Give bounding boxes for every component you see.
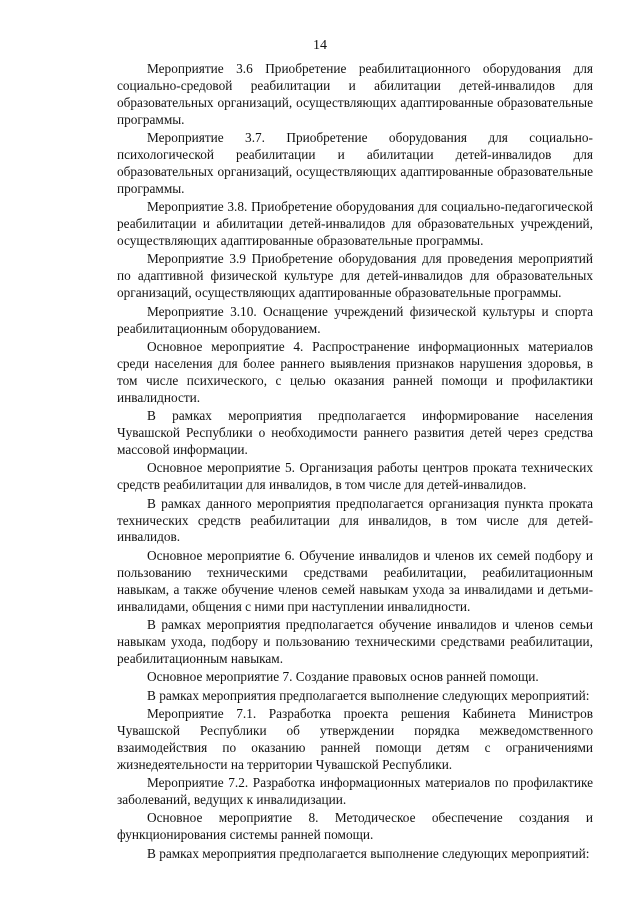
body-text bbox=[117, 61, 593, 863]
paragraph: Основное мероприятие 6. Обучение инвалидов и членов их семей подбору и пользованию техническими средствами реабилитации, реабилитационным навыкам, а также обучение членов семей навыкам ухода за инвалидами и детьми-инвалидами, общения с ними при наступлении инвалидности. bbox=[117, 547, 593, 614]
paragraph: Мероприятие 7.1. Разработка проекта решения Кабинета Министров Чувашской Республики об утверждении порядка межведомственного взаимодействия по оказанию ранней помощи детям с ограничениями жизнедеятельности на территории Чувашской Республики. bbox=[117, 706, 593, 772]
paragraph: В рамках мероприятия предполагается выполнение следующих мероприятий: bbox=[147, 687, 590, 703]
paragraph: Мероприятие 3.10. Оснащение учреждений физической культуры и спорта реабилитационным оборудованием. bbox=[117, 303, 593, 336]
paragraph: Основное мероприятие 5. Организация работы центров проката технических средств реабилитации для инвалидов, в том числе для детей-инвалидов. bbox=[117, 460, 593, 493]
paragraph: В рамках мероприятия предполагается обучение инвалидов и членов семьи навыкам ухода, подбору и пользованию техническими средствами реабилитации, реабилитационным навыкам. bbox=[117, 617, 593, 666]
page-number: 14 bbox=[313, 38, 327, 53]
paragraph: Мероприятие 3.8. Приобретение оборудования для социально-педагогической реабилитации и абилитации детей-инвалидов для образовательных учреждений, осуществляющих адаптированные образовательные программы. bbox=[117, 199, 593, 249]
paragraph: В рамках мероприятия предполагается информирование населения Чувашской Республики о необходимости раннего развития детей через средства массовой информации. bbox=[117, 408, 593, 457]
paragraph: Мероприятие 3.7. Приобретение оборудования для социально-психологической реабилитации и абилитации детей-инвалидов для образовательных организаций, осуществляющих адаптированные образовательные программы. bbox=[117, 130, 593, 196]
paragraph: В рамках мероприятия предполагается выполнение следующих мероприятий: bbox=[147, 845, 590, 861]
paragraph: Основное мероприятие 7. Создание правовых основ ранней помощи. bbox=[147, 669, 539, 685]
paragraph: В рамках данного мероприятия предполагается организация пункта проката технических средств реабилитации для инвалидов, в том числе для детей-инвалидов. bbox=[117, 495, 593, 545]
paragraph: Мероприятие 3.6 Приобретение реабилитационного оборудования для социально-средовой реабилитации и абилитации детей-инвалидов для образовательных организаций, осуществляющих адаптированные образовательные программы. bbox=[117, 61, 593, 127]
paragraph: Мероприятие 3.9 Приобретение оборудования для проведения мероприятий по адаптивной физической культуре для детей-инвалидов для образовательных организаций, осуществляющих адаптированные образовательные программы. bbox=[117, 251, 593, 301]
paragraph: Мероприятие 7.2. Разработка информационных материалов по профилактике заболеваний, ведущих к инвалидизации. bbox=[117, 775, 593, 808]
paragraph: Основное мероприятие 8. Методическое обеспечение создания и функционирования системы ранней помощи. bbox=[117, 810, 593, 843]
paragraph: Основное мероприятие 4. Распространение информационных материалов среди населения для более раннего выявления признаков нарушения здоровья, в том числе психического, с целью оказания ранней помощи и профилактики инвалидности. bbox=[117, 339, 593, 405]
